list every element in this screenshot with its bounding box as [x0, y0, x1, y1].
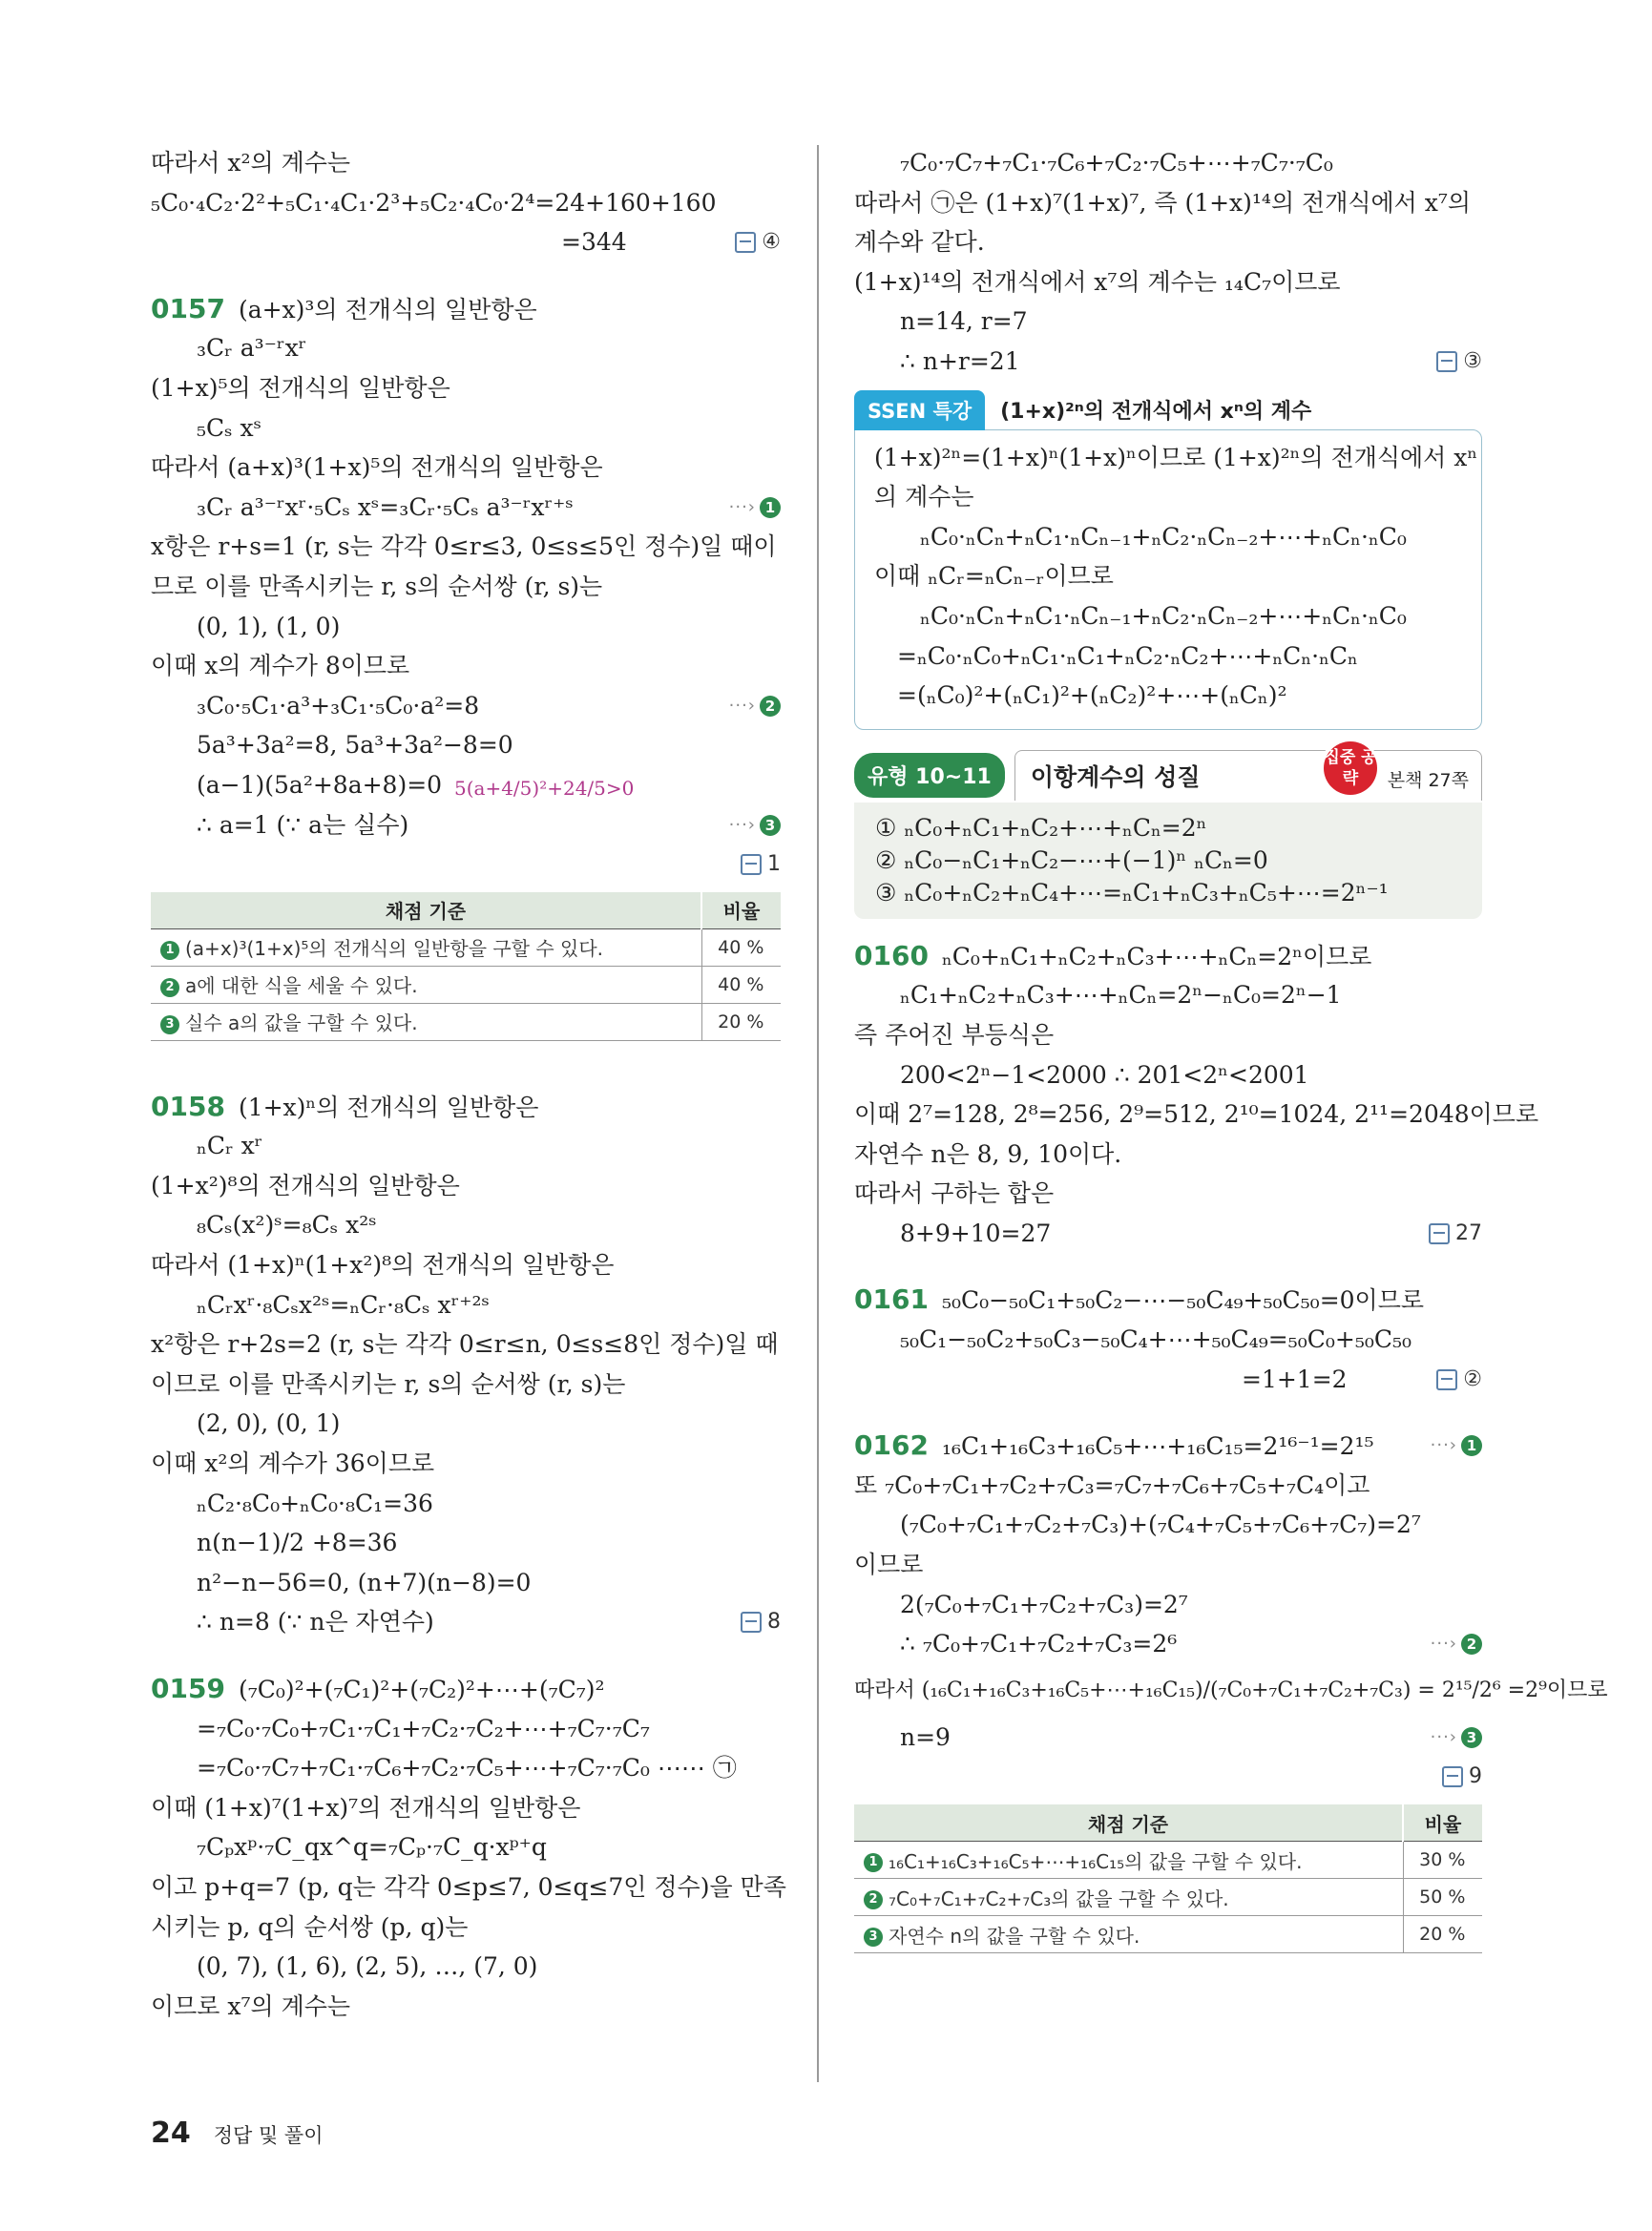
text-line: 즉 주어진 부등식은 [854, 1020, 1055, 1049]
answer-value: 1 [767, 852, 781, 877]
text-line: ∴ n=8 (∵ n은 자연수) [197, 1608, 434, 1637]
answer-mark [741, 844, 781, 885]
table-header: 채점 기준 [854, 1804, 1403, 1842]
text-line: 이때 2⁷=128, 2⁸=256, 2⁹=512, 2¹⁰=1024, 2¹¹=2048이므로 [854, 1100, 1539, 1129]
step-line [151, 686, 781, 726]
table-cell: (a+x)³(1+x)⁵의 전개식의 일반항을 구할 수 있다. [185, 937, 604, 961]
text-line: (1+x)ⁿ의 전개식의 일반항은 [238, 1093, 539, 1121]
text-line: (0, 7), (1, 6), (2, 5), …, (7, 0) [197, 1952, 538, 1981]
step-number-icon: 2 [1461, 1634, 1482, 1655]
type-badge: 유형 10~11 [854, 753, 1005, 798]
text-line: n²−n−56=0, (n+7)(n−8)=0 [197, 1568, 532, 1596]
text-line: ₇Cₚxᵖ·₇C_qx^q=₇Cₚ·₇C_q·xᵖ⁺q [197, 1833, 547, 1862]
text-line: 따라서 x²의 계수는 [151, 149, 351, 177]
text-line: (1+x²)⁸의 전개식의 일반항은 [151, 1171, 460, 1199]
text-line: ③ ₙC₀+ₙC₂+ₙC₄+⋯=ₙC₁+ₙC₃+ₙC₅+⋯=2ⁿ⁻¹ [875, 878, 1389, 907]
text-line: 2(₇C₀+₇C₁+₇C₂+₇C₃)=2⁷ [900, 1590, 1188, 1618]
step-marker [729, 805, 781, 845]
answer-line [854, 1360, 1482, 1400]
text-line: =(ₙC₀)²+(ₙC₁)²+(ₙC₂)²+⋯+(ₙCₙ)² [897, 681, 1287, 710]
type-title: 이항계수의 성질 [1014, 750, 1482, 801]
text-line: ₙC₁+ₙC₂+ₙC₃+⋯+ₙCₙ=2ⁿ−ₙC₀=2ⁿ−1 [900, 981, 1342, 1010]
text-line: 이고 p+q=7 (p, q는 각각 0≤p≤7, 0≤q≤7인 정수)을 만족 [151, 1872, 786, 1901]
right-column [854, 143, 1608, 1953]
margin-note: 5(a+4/5)²+24/5>0 [454, 776, 635, 800]
answer-value: 27 [1455, 1220, 1482, 1245]
text-line: =₇C₀·₇C₇+₇C₁·₇C₆+₇C₂·₇C₅+⋯+₇C₇·₇C₀ ⋯⋯ ㉠ [197, 1754, 737, 1783]
problem-number: 0158 [151, 1090, 225, 1122]
answer-line [854, 1757, 1482, 1797]
text-line: 자연수 n은 8, 9, 10이다. [854, 1139, 1122, 1168]
text-line: (1+x)¹⁴의 전개식에서 x⁷의 계수는 ₁₄C₇이므로 [854, 267, 1341, 296]
ssen-title: (1+x)²ⁿ의 전개식에서 xⁿ의 계수 [1000, 400, 1312, 425]
answer-mark [1442, 1757, 1482, 1797]
step-number-icon: 3 [760, 815, 781, 836]
step-number-icon: 2 [864, 1890, 883, 1909]
text-line: ₇C₀·₇C₇+₇C₁·₇C₆+₇C₂·₇C₅+⋯+₇C₇·₇C₀ [900, 149, 1333, 177]
text-line: ₁₆C₁+₁₆C₃+₁₆C₅+⋯+₁₆C₁₅=2¹⁶⁻¹=2¹⁵ [941, 1432, 1374, 1461]
ssen-badge: SSEN 특강 [854, 390, 985, 430]
problem-header [854, 936, 1482, 976]
step-line [151, 488, 781, 528]
table-cell: a에 대한 식을 세울 수 있다. [185, 974, 418, 998]
text-line: ₙCᵣxʳ·₈Cₛx²ˢ=ₙCᵣ·₈Cₛ xʳ⁺²ˢ [197, 1290, 490, 1319]
text-line: (₇C₀)²+(₇C₁)²+(₇C₂)²+⋯+(₇C₇)² [238, 1676, 605, 1703]
text-line: x항은 r+s=1 (r, s는 각각 0≤r≤3, 0≤s≤5인 정수)일 때이 [151, 532, 777, 561]
text-line: 따라서 구하는 합은 [854, 1179, 1055, 1208]
step-number-icon: 1 [1461, 1435, 1482, 1456]
answer-value: 9 [1469, 1764, 1482, 1789]
text-line: (a−1)(5a²+8a+8)=0 [197, 770, 443, 799]
scoring-table [151, 892, 781, 1041]
arrow-dots-icon: ···› [728, 496, 756, 517]
table-header: 채점 기준 [151, 892, 701, 929]
text-line: (2, 0), (0, 1) [197, 1409, 341, 1438]
table-cell: 40 % [701, 928, 781, 966]
text-line: (0, 1), (1, 0) [197, 612, 341, 640]
step-number-icon: 1 [760, 497, 781, 518]
text-line: (1+x)²ⁿ=(1+x)ⁿ(1+x)ⁿ이므로 (1+x)²ⁿ의 전개식에서 xⁿ [874, 443, 1478, 471]
text-line: 이므로 [854, 1551, 924, 1579]
text-line: ₅₀C₀−₅₀C₁+₅₀C₂−⋯−₅₀C₄₉+₅₀C₅₀=0이므로 [941, 1286, 1424, 1315]
arrow-dots-icon: ···› [1430, 1726, 1457, 1747]
table-cell: 40 % [701, 966, 781, 1003]
column-divider [817, 145, 819, 2082]
ssen-box [854, 429, 1482, 730]
text-line: 따라서 (1+x)ⁿ(1+x²)⁸의 전개식의 일반항은 [151, 1251, 615, 1280]
text-line: ₙCᵣ xʳ [197, 1132, 263, 1160]
answer-value: 8 [767, 1610, 781, 1635]
problem-number: 0161 [854, 1283, 929, 1316]
text-line: n=9 [900, 1722, 951, 1751]
answer-line [151, 844, 781, 885]
table-cell: 20 % [1403, 1916, 1482, 1953]
text-line: 이때 ₙCᵣ=ₙCₙ₋ᵣ이므로 [874, 562, 1114, 591]
footer-label: 정답 및 풀이 [213, 2124, 324, 2147]
step-marker [1431, 1426, 1482, 1466]
answer-icon [1442, 1766, 1463, 1787]
problem-number: 0162 [854, 1429, 929, 1462]
step-number-icon: 3 [864, 1928, 883, 1947]
table-cell: ₁₆C₁+₁₆C₃+₁₆C₅+⋯+₁₆C₁₅의 값을 구할 수 있다. [889, 1849, 1303, 1873]
step-line [854, 1624, 1482, 1664]
answer-icon [735, 232, 756, 253]
type-header [854, 749, 1482, 803]
problem-number: 0157 [151, 292, 225, 324]
table-cell: ₇C₀+₇C₁+₇C₂+₇C₃의 값을 구할 수 있다. [889, 1887, 1229, 1910]
answer-icon [741, 1612, 762, 1633]
text-line: 이때 x²의 계수가 36이므로 [151, 1449, 435, 1478]
text-line: ∴ ₇C₀+₇C₁+₇C₂+₇C₃=2⁶ [900, 1630, 1178, 1658]
answer-value: ④ [762, 230, 781, 255]
text-line: 이때 (1+x)⁷(1+x)⁷의 전개식의 일반항은 [151, 1793, 581, 1822]
answer-mark [735, 222, 781, 262]
arrow-dots-icon: ···› [728, 695, 756, 716]
step-marker [1431, 1718, 1482, 1758]
text-line: 시키는 p, q의 순서쌍 (p, q)는 [151, 1912, 469, 1941]
text-line: x²항은 r+2s=2 (r, s는 각각 0≤r≤n, 0≤s≤8인 정수)일 때 [151, 1330, 779, 1359]
problem-header [151, 289, 781, 329]
text-line: ₃C₀·₅C₁·a³+₃C₁·₅C₀·a²=8 [197, 691, 480, 719]
text-line: n=14, r=7 [900, 307, 1028, 336]
text-line: =1+1=2 [1242, 1365, 1348, 1393]
left-column [151, 143, 786, 2026]
step-number-icon: 1 [160, 941, 179, 960]
step-number-icon: 2 [160, 978, 179, 997]
text-line: 이므로 x⁷의 계수는 [151, 1991, 351, 2020]
focus-badge: 집중 공략 [1324, 741, 1377, 795]
text-line: =344 [561, 228, 627, 257]
answer-line [854, 342, 1482, 382]
text-line: 5a³+3a²=8, 5a³+3a²−8=0 [197, 731, 513, 760]
text-line: (a+x)³의 전개식의 일반항은 [238, 295, 537, 323]
text-line: ₙC₀+ₙC₁+ₙC₂+ₙC₃+⋯+ₙCₙ=2ⁿ이므로 [941, 942, 1372, 970]
answer-mark [741, 1602, 781, 1642]
text-line: ₅C₀·₄C₂·2²+₅C₁·₄C₁·2³+₅C₂·₄C₀·2⁴=24+160+160 [151, 188, 717, 217]
type-summary-box [854, 803, 1482, 919]
answer-line [854, 1214, 1482, 1254]
step-number-icon: 3 [1461, 1727, 1482, 1748]
text-line: 의 계수는 [874, 483, 974, 511]
page-footer [151, 2116, 323, 2150]
problem-number: 0159 [151, 1673, 225, 1704]
text-line: ② ₙC₀−ₙC₁+ₙC₂−⋯+(−1)ⁿ ₙCₙ=0 [875, 845, 1268, 874]
text-line: ₃Cᵣ a³⁻ʳxʳ·₅Cₛ xˢ=₃Cᵣ·₅Cₛ a³⁻ʳxʳ⁺ˢ [197, 492, 574, 521]
problem-header [854, 1280, 1482, 1320]
page-reference: 본책 27쪽 [1387, 769, 1469, 791]
answer-icon [1429, 1223, 1450, 1244]
arrow-dots-icon: ···› [728, 814, 756, 835]
text-line: 계수와 같다. [854, 228, 985, 257]
text-line: (₇C₀+₇C₁+₇C₂+₇C₃)+(₇C₄+₇C₅+₇C₆+₇C₇)=2⁷ [900, 1511, 1421, 1539]
text-line: ₈Cₛ(x²)ˢ=₈Cₛ x²ˢ [197, 1211, 377, 1240]
problem-header [151, 1669, 781, 1709]
answer-mark [1436, 342, 1482, 382]
table-cell: 50 % [1403, 1879, 1482, 1916]
answer-mark [1436, 1360, 1482, 1400]
table-cell: 30 % [1403, 1842, 1482, 1879]
scoring-table [854, 1804, 1482, 1953]
text-line: ₅Cₛ xˢ [197, 413, 262, 442]
step-number-icon: 3 [160, 1015, 179, 1034]
text-line: ₃Cᵣ a³⁻ʳxʳ [197, 334, 307, 363]
step-marker [729, 686, 781, 726]
answer-value: ② [1463, 1366, 1482, 1391]
text-line: ₙC₀·ₙCₙ+ₙC₁·ₙCₙ₋₁+ₙC₂·ₙCₙ₋₂+⋯+ₙCₙ·ₙC₀ [920, 522, 1407, 551]
table-row [854, 1916, 1482, 1953]
step-line [854, 1718, 1482, 1758]
text-line: ∴ a=1 (∵ a는 실수) [197, 810, 409, 839]
text-line: =ₙC₀·ₙC₀+ₙC₁·ₙC₁+ₙC₂·ₙC₂+⋯+ₙCₙ·ₙCₙ [897, 641, 1358, 670]
note-line [151, 765, 781, 805]
problem-header [151, 1087, 781, 1127]
table-header: 비율 [701, 892, 781, 929]
answer-icon [1436, 351, 1457, 372]
text-line: (1+x)⁵의 전개식의 일반항은 [151, 373, 450, 402]
text-line: ₙC₂·₈C₀+ₙC₀·₈C₁=36 [197, 1489, 433, 1517]
text-line: 이므로 이를 만족시키는 r, s의 순서쌍 (r, s)는 [151, 1369, 626, 1398]
answer-line [151, 1602, 781, 1642]
text-line: 따라서 (a+x)³(1+x)⁵의 전개식의 일반항은 [151, 453, 603, 482]
step-number-icon: 1 [864, 1853, 883, 1872]
text-line: ∴ n+r=21 [900, 346, 1020, 375]
table-cell: 실수 a의 값을 구할 수 있다. [185, 1011, 418, 1035]
text-line: 8+9+10=27 [900, 1219, 1052, 1247]
arrow-dots-icon: ···› [1430, 1634, 1457, 1655]
answer-icon [1436, 1369, 1457, 1390]
text-line: 200<2ⁿ−1<2000 ∴ 201<2ⁿ<2001 [900, 1060, 1309, 1089]
step-number-icon: 2 [760, 696, 781, 717]
text-line: 따라서 (₁₆C₁+₁₆C₃+₁₆C₅+⋯+₁₆C₁₅)/(₇C₀+₇C₁+₇C₂+₇C₃) = 2¹⁵/2⁶ =2⁹이므로 [854, 1678, 1608, 1702]
page-number: 24 [151, 2116, 191, 2150]
text-line: ₙC₀·ₙCₙ+ₙC₁·ₙCₙ₋₁+ₙC₂·ₙCₙ₋₂+⋯+ₙCₙ·ₙC₀ [920, 601, 1407, 630]
text-line: 또 ₇C₀+₇C₁+₇C₂+₇C₃=₇C₇+₇C₆+₇C₅+₇C₄이고 [854, 1470, 1370, 1499]
table-row [151, 966, 781, 1003]
answer-line [151, 222, 781, 262]
table-row [854, 1879, 1482, 1916]
text-line: n(n−1)/2 +8=36 [197, 1529, 398, 1557]
table-row [854, 1842, 1482, 1879]
text-line: ① ₙC₀+ₙC₁+ₙC₂+⋯+ₙCₙ=2ⁿ [875, 813, 1207, 842]
table-row [151, 928, 781, 966]
step-marker [1431, 1624, 1482, 1664]
step-line [151, 805, 781, 845]
table-cell: 자연수 n의 값을 구할 수 있다. [889, 1924, 1140, 1948]
ssen-header [854, 391, 1482, 429]
text-line: ₅₀C₁−₅₀C₂+₅₀C₃−₅₀C₄+⋯+₅₀C₄₉=₅₀C₀+₅₀C₅₀ [900, 1325, 1412, 1354]
text-line: 이때 x의 계수가 8이므로 [151, 652, 410, 680]
answer-mark [1429, 1214, 1482, 1254]
answer-value: ③ [1463, 348, 1482, 373]
table-cell: 20 % [701, 1003, 781, 1040]
text-line: 따라서 ㉠은 (1+x)⁷(1+x)⁷, 즉 (1+x)¹⁴의 전개식에서 x⁷의 [854, 188, 1472, 217]
problem-header [854, 1426, 1482, 1466]
arrow-dots-icon: ···› [1430, 1435, 1457, 1456]
table-header: 비율 [1403, 1804, 1482, 1842]
table-row [151, 1003, 781, 1040]
problem-number: 0160 [854, 939, 929, 971]
step-marker [729, 488, 781, 528]
text-line: =₇C₀·₇C₀+₇C₁·₇C₁+₇C₂·₇C₂+⋯+₇C₇·₇C₇ [197, 1714, 650, 1742]
text-line: 므로 이를 만족시키는 r, s의 순서쌍 (r, s)는 [151, 572, 603, 600]
answer-icon [741, 854, 762, 875]
